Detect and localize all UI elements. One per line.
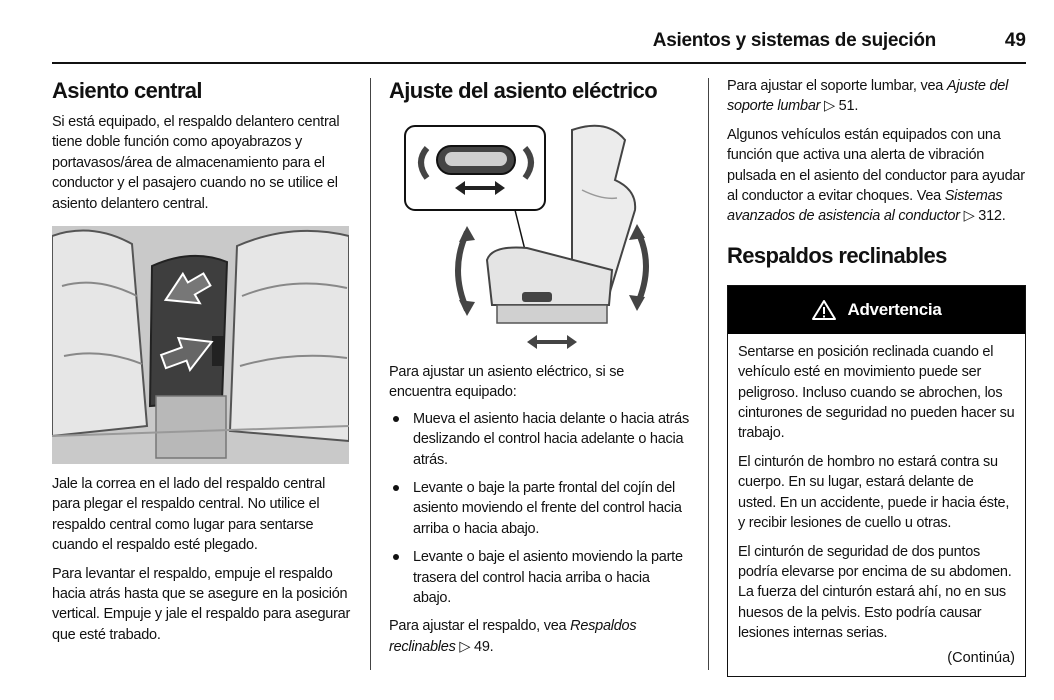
power-seat-illustration <box>397 120 657 352</box>
link-driver-assist[interactable]: Sistemas avanzados de asistencia al conductor <box>727 188 1003 225</box>
page-header <box>52 30 1026 64</box>
warning-title: Advertencia <box>847 299 942 319</box>
section-title: Asientos y sistemas de sujeción <box>652 30 936 51</box>
page-ref-icon: ▷ <box>820 98 835 115</box>
column-lumbar-recline <box>727 76 1026 677</box>
paragraph-power-intro: Para ajustar un asiento eléctrico, si se encuentra equipado: <box>389 364 625 401</box>
warning-triangle-icon <box>811 299 837 321</box>
heading-power-seat: Ajuste del asiento eléctrico <box>389 78 658 103</box>
column-divider <box>708 78 709 670</box>
warning-paragraph: Sentarse en posición reclinada cuando el vehículo esté en movimiento puede ser peligroso. Incluso cuando se abrochen, los cinturones de seguridad no pueden hacer su trabajo. <box>738 343 1015 442</box>
paragraph-backrest-ref: Para ajustar el respaldo, vea Respaldos reclinables ▷ 49. <box>389 618 637 655</box>
list-item: Mueva el asiento hacia delante o hacia atrás deslizando el control hacia adelante o hacia atrás. <box>389 409 689 470</box>
paragraph-fold: Jale la correa en el lado del respaldo central para plegar el respaldo central. No utilice el respaldo central como lugar para sentarse cuando el respaldo esté plegado. <box>52 476 326 554</box>
warning-body <box>728 334 1025 676</box>
continued-label: (Continúa) <box>947 649 1015 666</box>
warning-paragraph: El cinturón de hombro no estará contra su cuerpo. En su lugar, estará delante de usted. En un accidente, puede ir hacia éste, y recibir lesiones de cuello u otras. <box>738 453 1010 532</box>
page-number: 49 <box>1004 30 1026 51</box>
column-center-seat <box>52 76 352 645</box>
page-ref-icon: ▷ <box>959 208 975 225</box>
link-lumbar-adjust[interactable]: Ajuste del soporte lumbar <box>727 78 1009 115</box>
list-item: Levante o baje el asiento moviendo la parte trasera del control hacia arriba o hacia abajo. <box>389 547 689 608</box>
link-reclining-backrests[interactable]: Respaldos reclinables <box>389 618 637 655</box>
paragraph-lumbar-ref: Para ajustar el soporte lumbar, vea Ajuste del soporte lumbar ▷ 51. <box>727 78 1009 115</box>
center-seat-illustration <box>52 226 349 464</box>
warning-box <box>727 285 1026 677</box>
paragraph-vibration-alert: Algunos vehículos están equipados con una función que activa una alerta de vibración pulsada en el asiento del conductor para ayudar al conductor a evitar choques. Vea Sistemas avanzados de asistencia al conductor ▷ 312. <box>727 126 1025 225</box>
list-item: Levante o baje la parte frontal del cojín del asiento moviendo el frente del control hacia arriba o hacia abajo. <box>389 478 689 539</box>
page-ref-icon: ▷ <box>455 638 471 655</box>
heading-reclining-backrests: Respaldos reclinables <box>727 242 947 268</box>
column-power-seat <box>389 76 689 657</box>
warning-paragraph: El cinturón de seguridad de dos puntos podría elevarse por encima de su abdomen. La fuerza del cinturón estará ahí, no en sus huesos de la pelvis. Esto podría causar lesiones internas serias. <box>738 543 1012 642</box>
heading-center-seat: Asiento central <box>52 78 202 103</box>
power-seat-steps <box>389 409 689 609</box>
warning-header <box>728 286 1025 334</box>
column-divider <box>370 78 371 670</box>
paragraph-raise: Para levantar el respaldo, empuje el respaldo hacia atrás hasta que se asegure en la posición vertical. Empuje y jale el respaldo para asegurar que esté trabado. <box>52 565 351 643</box>
paragraph-intro: Si está equipado, el respaldo delantero central tiene doble función como apoyabrazos y portavasos/área de almacenamiento para el conductor y el pasajero cuando no se utilice el asiento delantero central. <box>52 114 340 212</box>
